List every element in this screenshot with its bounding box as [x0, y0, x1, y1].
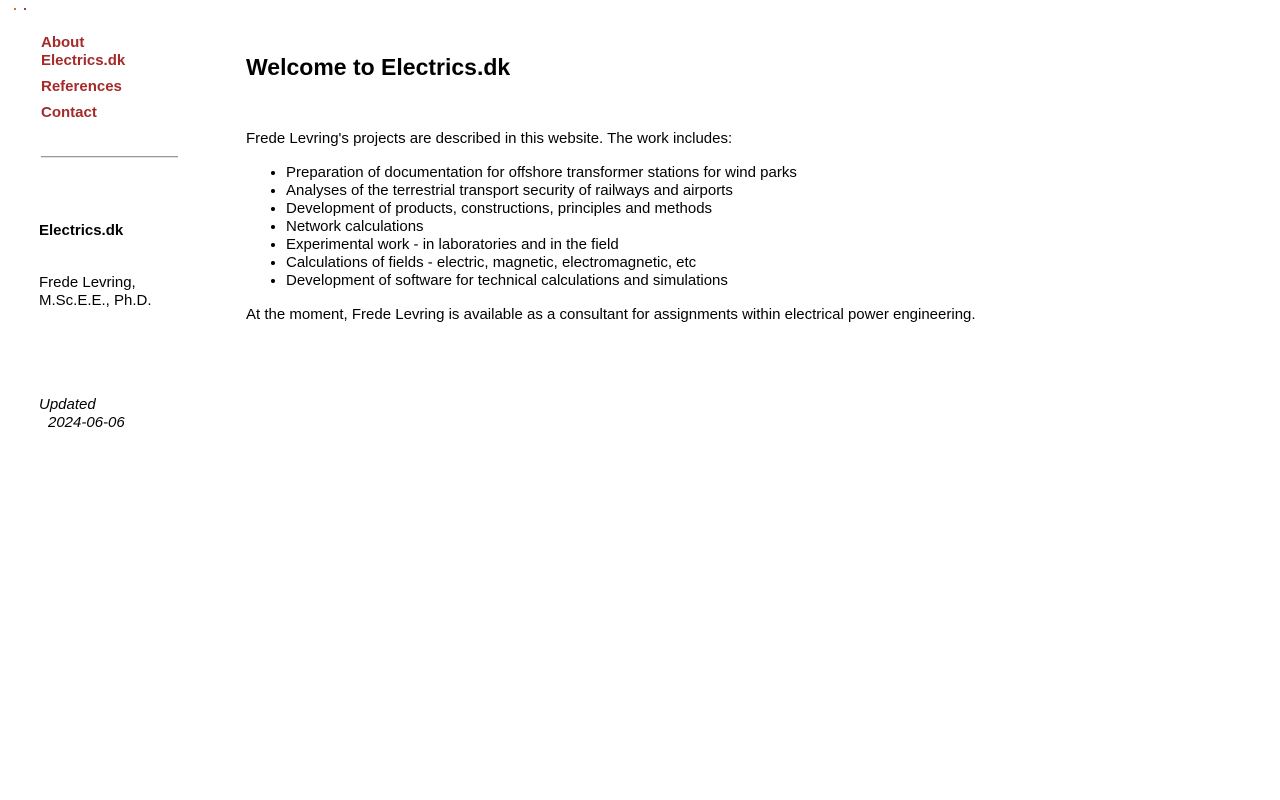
list-item: • Preparation of documentation for offshore transformer stations for wind parks [286, 164, 1226, 182]
list-item: • Calculations of fields - electric, magnetic, electromagnetic, etc [286, 254, 1226, 272]
updated-info [39, 396, 189, 432]
nav-link-about-line1: About [41, 34, 85, 51]
list-item: • Development of software for technical calculations and simulations [286, 272, 1226, 290]
author-name: Frede Levring, [39, 274, 136, 291]
list-item: • Experimental work - in laboratories and in the field [286, 236, 1226, 254]
sidebar-divider [41, 156, 178, 158]
closing-text: At the moment, Frede Levring is available as a consultant for assignments within electrical power engineering. [246, 306, 976, 323]
list-item: • Analyses of the terrestrial transport security of railways and airports [286, 182, 1226, 200]
list-item: • Network calculations [286, 218, 1226, 236]
nav-link-contact[interactable]: Contact [41, 104, 97, 121]
nav-link-about[interactable] [41, 34, 161, 70]
decorative-dot [24, 8, 26, 10]
intro-text: Frede Levring's projects are described in this website. The work includes: [246, 130, 733, 147]
corner-decoration [14, 8, 28, 12]
site-name: Electrics.dk [39, 222, 124, 239]
page-title: Welcome to Electrics.dk [246, 54, 511, 80]
list-item: • Development of products, constructions, principles and methods [286, 200, 1226, 218]
author-info [39, 274, 189, 310]
main-content [246, 52, 1226, 324]
nav-link-about-line2: Electrics.dk [41, 52, 126, 69]
work-list [246, 164, 1226, 290]
nav-link-references[interactable]: References [41, 78, 122, 95]
decorative-dot [14, 8, 16, 10]
sidebar [39, 34, 189, 432]
author-degrees: M.Sc.E.E., Ph.D. [39, 292, 152, 309]
updated-date: 2024-06-06 [48, 414, 125, 431]
updated-label: Updated [39, 396, 96, 413]
